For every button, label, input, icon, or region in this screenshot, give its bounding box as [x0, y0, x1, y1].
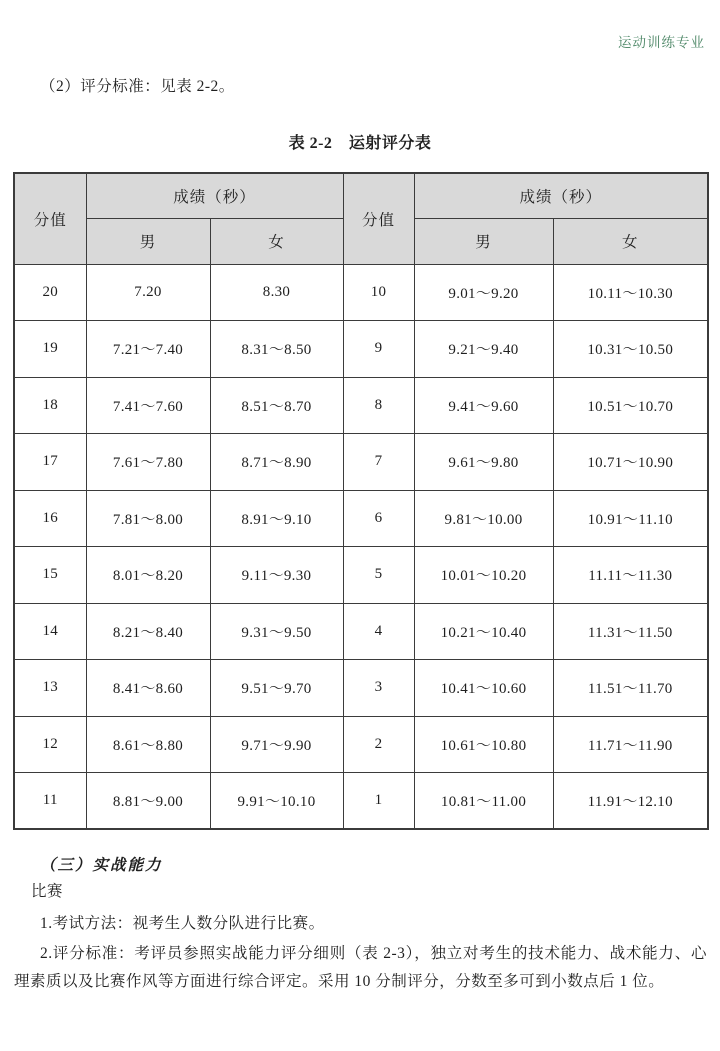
- table-cell: 10.91～11.10: [553, 490, 708, 547]
- table-row: [14, 660, 708, 717]
- table-cell: 9.31～9.50: [210, 603, 343, 660]
- table-cell: 10.71～10.90: [553, 434, 708, 491]
- table-row: [14, 434, 708, 491]
- table-cell: 7.20: [86, 264, 210, 321]
- col-header-score-right: 分值: [343, 173, 414, 264]
- table-cell: 8.01～8.20: [86, 547, 210, 604]
- table-cell: 10.31～10.50: [553, 321, 708, 378]
- col-header-male-left: 男: [86, 218, 210, 264]
- intro-paragraph: （2）评分标准：见表 2-2。: [40, 78, 235, 95]
- table-row: [14, 490, 708, 547]
- table-cell: 9.41～9.60: [414, 377, 553, 434]
- match-label: 比赛: [31, 883, 64, 900]
- table-cell: 7: [343, 434, 414, 491]
- col-header-score-left: 分值: [14, 173, 86, 264]
- table-cell: 7.41～7.60: [86, 377, 210, 434]
- score-table: [13, 172, 709, 830]
- table-cell: 7.21～7.40: [86, 321, 210, 378]
- table-cell: 10.01～10.20: [414, 547, 553, 604]
- table-cell: 11.51～11.70: [553, 660, 708, 717]
- table-cell: 9.11～9.30: [210, 547, 343, 604]
- table-cell: 9.51～9.70: [210, 660, 343, 717]
- table-cell: 17: [14, 434, 86, 491]
- table-row: [14, 547, 708, 604]
- table-cell: 11.11～11.30: [553, 547, 708, 604]
- section-heading: （三）实战能力: [40, 857, 163, 874]
- table-cell: 9.71～9.90: [210, 716, 343, 773]
- table-cell: 10.51～10.70: [553, 377, 708, 434]
- table-cell: 10.11～10.30: [553, 264, 708, 321]
- table-title: 表 2-2 运射评分表: [288, 135, 432, 152]
- table-row: [14, 716, 708, 773]
- table-row: [14, 377, 708, 434]
- col-header-female-left: 女: [210, 218, 343, 264]
- table-cell: 11.91～12.10: [553, 773, 708, 830]
- col-header-result-left: 成绩（秒）: [86, 173, 343, 218]
- table-cell: 3: [343, 660, 414, 717]
- table-cell: 8.31～8.50: [210, 321, 343, 378]
- table-cell: 10.81～11.00: [414, 773, 553, 830]
- table-cell: 6: [343, 490, 414, 547]
- table-cell: 9.01～9.20: [414, 264, 553, 321]
- footer-text-block: [14, 853, 707, 996]
- table-cell: 7.61～7.80: [86, 434, 210, 491]
- col-header-male-right: 男: [414, 218, 553, 264]
- table-cell: 18: [14, 377, 86, 434]
- col-header-result-right: 成绩（秒）: [414, 173, 708, 218]
- table-row: [14, 773, 708, 830]
- table-cell: 7.81～8.00: [86, 490, 210, 547]
- table-cell: 11.31～11.50: [553, 603, 708, 660]
- exam-method-paragraph: 1.考试方法：视考生人数分队进行比赛。: [40, 915, 325, 932]
- score-table-body: [14, 264, 708, 829]
- table-cell: 2: [343, 716, 414, 773]
- table-cell: 8: [343, 377, 414, 434]
- table-cell: 8.91～9.10: [210, 490, 343, 547]
- table-row: [14, 321, 708, 378]
- table-cell: 19: [14, 321, 86, 378]
- table-cell: 9.81～10.00: [414, 490, 553, 547]
- score-table-header: [14, 173, 708, 264]
- table-cell: 13: [14, 660, 86, 717]
- table-cell: 15: [14, 547, 86, 604]
- table-cell: 8.21～8.40: [86, 603, 210, 660]
- scoring-standard-paragraph: 2.评分标准：考评员参照实战能力评分细则（表 2-3），独立对考生的技术能力、战术能力、心理素质以及比赛作风等方面进行综合评定。采用 10 分制评分，分数至多可到小数点后 1 位。: [14, 945, 707, 990]
- table-cell: 20: [14, 264, 86, 321]
- table-cell: 8.51～8.70: [210, 377, 343, 434]
- table-cell: 10: [343, 264, 414, 321]
- table-cell: 1: [343, 773, 414, 830]
- table-cell: 9.61～9.80: [414, 434, 553, 491]
- table-cell: 8.71～8.90: [210, 434, 343, 491]
- table-cell: 9: [343, 321, 414, 378]
- table-cell: 12: [14, 716, 86, 773]
- table-cell: 8.30: [210, 264, 343, 321]
- table-cell: 16: [14, 490, 86, 547]
- page-header-major-label: 运动训练专业: [618, 35, 705, 50]
- table-cell: 5: [343, 547, 414, 604]
- table-cell: 8.61～8.80: [86, 716, 210, 773]
- table-row: [14, 264, 708, 321]
- table-cell: 14: [14, 603, 86, 660]
- table-cell: 9.91～10.10: [210, 773, 343, 830]
- table-cell: 10.21～10.40: [414, 603, 553, 660]
- table-row: [14, 603, 708, 660]
- col-header-female-right: 女: [553, 218, 708, 264]
- header-row-top: [14, 173, 708, 218]
- table-cell: 8.41～8.60: [86, 660, 210, 717]
- table-cell: 8.81～9.00: [86, 773, 210, 830]
- table-cell: 10.41～10.60: [414, 660, 553, 717]
- table-cell: 10.61～10.80: [414, 716, 553, 773]
- table-cell: 11.71～11.90: [553, 716, 708, 773]
- table-cell: 11: [14, 773, 86, 830]
- table-cell: 4: [343, 603, 414, 660]
- table-cell: 9.21～9.40: [414, 321, 553, 378]
